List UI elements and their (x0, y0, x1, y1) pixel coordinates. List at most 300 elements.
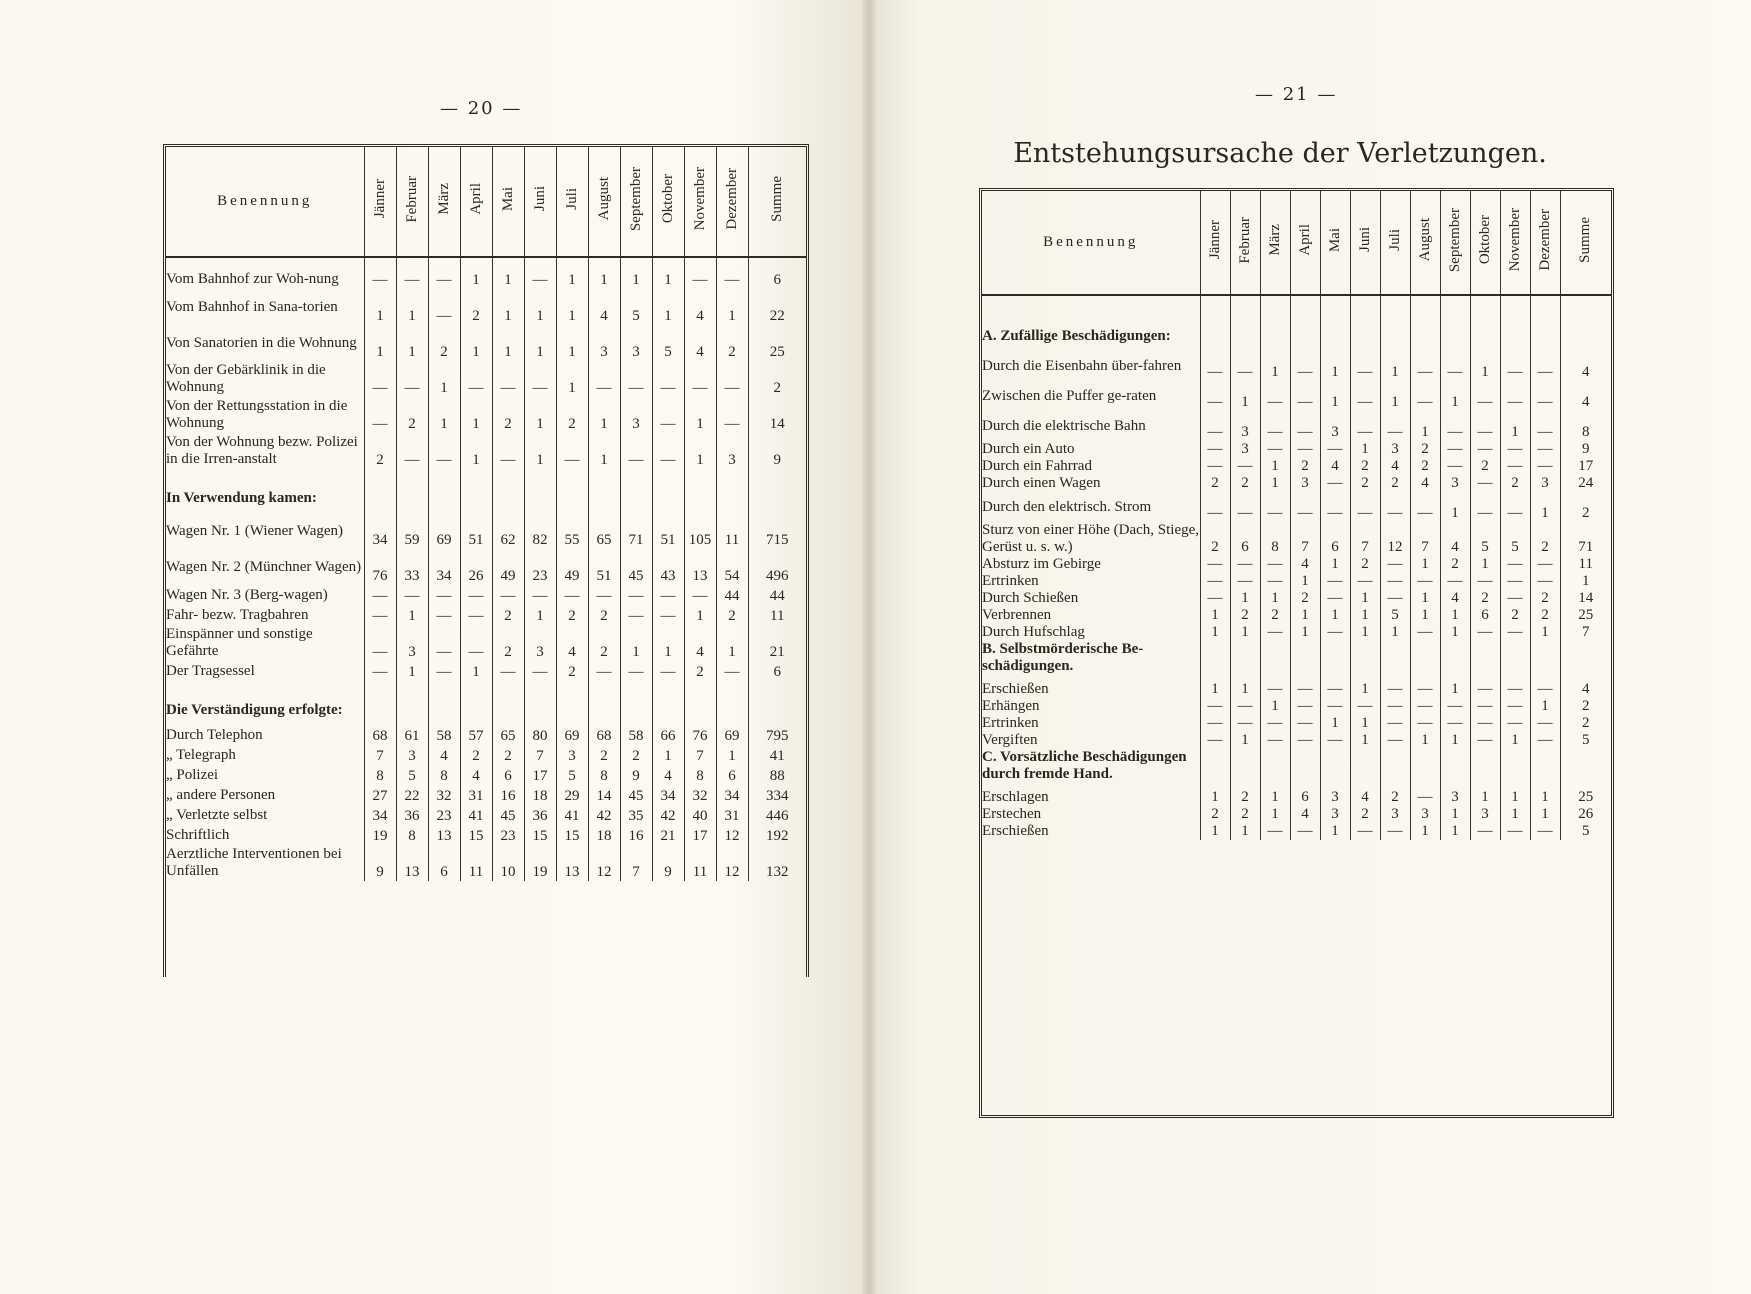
value-cell: — (1470, 624, 1500, 641)
empty-cell (620, 681, 652, 725)
value-cell: 57 (460, 725, 492, 745)
table-row (982, 492, 1611, 522)
value-cell: — (1290, 381, 1320, 411)
value-cell: 5 (396, 765, 428, 785)
value-cell: 1 (1200, 823, 1230, 840)
value-cell: — (1440, 698, 1470, 715)
value-cell: — (1230, 715, 1260, 732)
row-label: Durch Hufschlag (982, 624, 1085, 640)
column-header-november (1500, 191, 1530, 295)
row-label: Durch den elektrisch. Strom (982, 498, 1152, 515)
empty-cell (1320, 749, 1350, 789)
column-header-juni (524, 147, 556, 257)
value-cell: — (716, 269, 748, 289)
value-cell: — (620, 605, 652, 625)
value-cell: — (524, 585, 556, 605)
column-header-label: März (435, 183, 452, 215)
value-cell: 33 (396, 549, 428, 585)
table-row (166, 361, 806, 397)
value-cell: — (1320, 573, 1350, 590)
value-cell: — (364, 269, 396, 289)
value-cell: 21 (652, 825, 684, 845)
value-cell: 1 (1440, 607, 1470, 624)
sum-cell: 9 (1560, 441, 1611, 458)
sum-cell: 446 (748, 805, 806, 825)
table-row (982, 590, 1611, 607)
spacer-row (982, 295, 1611, 311)
value-cell: 2 (556, 661, 588, 681)
column-header-label: März (1266, 224, 1283, 256)
value-cell: 1 (524, 325, 556, 361)
value-cell: — (1410, 492, 1440, 522)
value-cell: 7 (1290, 522, 1320, 556)
value-cell: 45 (620, 549, 652, 585)
empty-cell (1560, 749, 1611, 789)
row-label: „ Polizei (166, 766, 219, 783)
column-header-label: November (1506, 208, 1523, 272)
value-cell: — (1410, 381, 1440, 411)
value-cell: 1 (364, 325, 396, 361)
value-cell: 58 (428, 725, 460, 745)
value-cell: 1 (684, 605, 716, 625)
value-cell: 1 (1440, 492, 1470, 522)
value-cell: — (620, 361, 652, 397)
sum-cell: 14 (748, 397, 806, 433)
value-cell: — (1500, 556, 1530, 573)
value-cell: — (1260, 715, 1290, 732)
value-cell: 3 (620, 325, 652, 361)
value-cell: 105 (684, 513, 716, 549)
value-cell: 1 (1530, 624, 1560, 641)
value-cell: 2 (1470, 458, 1500, 475)
value-cell: — (652, 585, 684, 605)
value-cell: — (428, 605, 460, 625)
book-gutter (862, 0, 876, 1294)
empty-cell (684, 681, 716, 725)
sum-cell: 71 (1560, 522, 1611, 556)
empty-cell (1410, 749, 1440, 789)
value-cell: 29 (556, 785, 588, 805)
value-cell: 17 (684, 825, 716, 845)
value-cell: 1 (1500, 732, 1530, 749)
value-cell: 2 (1380, 475, 1410, 492)
value-cell: 5 (1500, 522, 1530, 556)
table-row (166, 325, 806, 361)
table-row (166, 513, 806, 549)
row-label: Verbrennen (982, 607, 1052, 623)
value-cell: 1 (1500, 806, 1530, 823)
value-cell: 1 (1440, 806, 1470, 823)
value-cell: 22 (396, 785, 428, 805)
value-cell: — (1530, 823, 1560, 840)
value-cell: 8 (396, 825, 428, 845)
value-cell: 65 (588, 513, 620, 549)
value-cell: 1 (1500, 411, 1530, 441)
value-cell: — (1410, 573, 1440, 590)
empty-cell (492, 469, 524, 513)
sum-cell: 11 (748, 605, 806, 625)
value-cell: — (1410, 351, 1440, 381)
row-label: Durch ein Fahrrad (982, 458, 1092, 474)
empty-cell (428, 681, 460, 725)
row-label: Erschlagen (982, 789, 1049, 805)
value-cell: 4 (684, 325, 716, 361)
empty-cell (524, 469, 556, 513)
value-cell: 1 (1200, 624, 1230, 641)
value-cell: 1 (1350, 681, 1380, 698)
value-cell: — (1440, 573, 1470, 590)
value-cell: 2 (556, 605, 588, 625)
empty-cell (1290, 311, 1320, 351)
value-cell: — (1530, 411, 1560, 441)
row-label: Schriftlich (166, 826, 230, 843)
value-cell: — (524, 361, 556, 397)
value-cell: 2 (1350, 806, 1380, 823)
value-cell: 1 (524, 289, 556, 325)
column-header-februar (1230, 191, 1260, 295)
table-row (982, 732, 1611, 749)
value-cell: 1 (364, 289, 396, 325)
value-cell: — (1350, 698, 1380, 715)
table-row (982, 458, 1611, 475)
value-cell: 1 (1320, 607, 1350, 624)
value-cell: 3 (1320, 411, 1350, 441)
value-cell: 36 (524, 805, 556, 825)
empty-cell (1230, 749, 1260, 789)
empty-cell (1410, 311, 1440, 351)
value-cell: 4 (428, 745, 460, 765)
value-cell: 1 (1530, 806, 1560, 823)
empty-cell (620, 469, 652, 513)
column-header-märz (1260, 191, 1290, 295)
empty-cell (1500, 641, 1530, 681)
value-cell: 2 (1410, 458, 1440, 475)
row-label: Zwischen die Puffer ge-raten (982, 387, 1157, 404)
value-cell: 17 (524, 765, 556, 785)
empty-cell (1500, 311, 1530, 351)
value-cell: 1 (1470, 351, 1500, 381)
value-cell: — (1410, 789, 1440, 806)
value-cell: — (1290, 492, 1320, 522)
value-cell: 42 (588, 805, 620, 825)
column-header-label: Benennung (1043, 234, 1139, 250)
value-cell: 23 (492, 825, 524, 845)
value-cell: — (1440, 715, 1470, 732)
row-label: Vom Bahnhof in Sana-torien (166, 298, 338, 315)
value-cell: 41 (460, 805, 492, 825)
value-cell: 3 (524, 625, 556, 661)
value-cell: — (1470, 411, 1500, 441)
row-label: Aerztliche Interventionen bei Unfällen (166, 846, 342, 879)
value-cell: 1 (1260, 789, 1290, 806)
value-cell: — (492, 585, 524, 605)
value-cell: 1 (1230, 732, 1260, 749)
table-row (166, 765, 806, 785)
sum-cell: 11 (1560, 556, 1611, 573)
table-row (166, 825, 806, 845)
value-cell: 1 (428, 361, 460, 397)
value-cell: 2 (1440, 556, 1470, 573)
table-row (166, 725, 806, 745)
value-cell: — (1530, 681, 1560, 698)
value-cell: 1 (1200, 681, 1230, 698)
value-cell: 1 (1350, 732, 1380, 749)
value-cell: 6 (1320, 522, 1350, 556)
value-cell: 1 (1230, 823, 1260, 840)
row-label: Durch einen Wagen (982, 475, 1101, 491)
value-cell: 6 (428, 845, 460, 881)
sum-cell: 7 (1560, 624, 1611, 641)
value-cell: 5 (1380, 607, 1410, 624)
value-cell: — (460, 625, 492, 661)
value-cell: 9 (652, 845, 684, 881)
empty-cell (1200, 311, 1230, 351)
empty-cell (460, 469, 492, 513)
sum-cell: 1 (1560, 573, 1611, 590)
value-cell: 2 (1290, 458, 1320, 475)
value-cell: 9 (364, 845, 396, 881)
empty-cell (684, 469, 716, 513)
value-cell: 1 (1410, 411, 1440, 441)
value-cell: — (1200, 590, 1230, 607)
value-cell: 4 (556, 625, 588, 661)
section-heading-row (166, 681, 806, 725)
value-cell: 1 (1260, 806, 1290, 823)
table-row (982, 806, 1611, 823)
value-cell: 1 (1350, 624, 1380, 641)
value-cell: 6 (1230, 522, 1260, 556)
value-cell: 1 (524, 433, 556, 469)
value-cell: 2 (684, 661, 716, 681)
value-cell: 1 (1230, 681, 1260, 698)
column-header-label: August (1416, 218, 1433, 262)
value-cell: — (1200, 351, 1230, 381)
value-cell: — (1380, 411, 1410, 441)
value-cell: — (460, 605, 492, 625)
row-label: Von Sanatorien in die Wohnung (166, 334, 357, 351)
value-cell: 59 (396, 513, 428, 549)
table-row (982, 351, 1611, 381)
value-cell: 1 (1410, 823, 1440, 840)
empty-cell (1530, 749, 1560, 789)
value-cell: 3 (620, 397, 652, 433)
value-cell: 2 (1500, 475, 1530, 492)
sum-cell: 4 (1560, 381, 1611, 411)
value-cell: 1 (492, 325, 524, 361)
column-header-februar (396, 147, 428, 257)
value-cell: — (684, 585, 716, 605)
value-cell: 51 (588, 549, 620, 585)
value-cell: — (1260, 573, 1290, 590)
value-cell: 10 (492, 845, 524, 881)
empty-cell (1410, 641, 1440, 681)
table-row (982, 522, 1611, 556)
value-cell: — (1530, 556, 1560, 573)
value-cell: 3 (396, 625, 428, 661)
value-cell: — (1530, 351, 1560, 381)
value-cell: — (588, 361, 620, 397)
empty-cell (428, 469, 460, 513)
value-cell: 8 (364, 765, 396, 785)
value-cell: — (524, 269, 556, 289)
section-heading: B. Selbstmörderische Be-schädigungen. (982, 641, 1144, 674)
value-cell: — (1530, 458, 1560, 475)
value-cell: 4 (684, 625, 716, 661)
value-cell: — (1200, 458, 1230, 475)
value-cell: 69 (428, 513, 460, 549)
value-cell: 1 (684, 433, 716, 469)
column-header-label: Jänner (371, 179, 388, 219)
value-cell: — (1260, 624, 1290, 641)
empty-cell (1380, 641, 1410, 681)
value-cell: — (492, 361, 524, 397)
value-cell: — (1320, 590, 1350, 607)
value-cell: — (1230, 458, 1260, 475)
right-table (982, 191, 1611, 840)
column-header-juli (556, 147, 588, 257)
value-cell: 45 (620, 785, 652, 805)
column-header-benennung (166, 147, 364, 257)
value-cell: 2 (1230, 806, 1260, 823)
value-cell: — (524, 661, 556, 681)
value-cell: — (1530, 573, 1560, 590)
value-cell: — (1500, 715, 1530, 732)
table-row (982, 411, 1611, 441)
value-cell: 2 (1500, 607, 1530, 624)
value-cell: — (1260, 492, 1290, 522)
value-cell: — (1260, 732, 1290, 749)
value-cell: — (1260, 681, 1290, 698)
row-label: Durch die Eisenbahn über-fahren (982, 357, 1182, 374)
value-cell: 1 (652, 269, 684, 289)
column-header-label: April (1296, 224, 1313, 256)
sum-cell: 334 (748, 785, 806, 805)
value-cell: — (1200, 573, 1230, 590)
empty-cell (1470, 641, 1500, 681)
sum-cell: 132 (748, 845, 806, 881)
value-cell: 11 (460, 845, 492, 881)
value-cell: 69 (556, 725, 588, 745)
empty-cell (364, 681, 396, 725)
value-cell: 1 (460, 661, 492, 681)
value-cell: — (1290, 351, 1320, 381)
value-cell: 1 (1410, 590, 1440, 607)
sum-cell: 24 (1560, 475, 1611, 492)
value-cell: 3 (1290, 475, 1320, 492)
row-label: Vergiften (982, 732, 1038, 748)
value-cell: — (1320, 441, 1350, 458)
value-cell: — (652, 397, 684, 433)
table-row (166, 745, 806, 765)
value-cell: 2 (1350, 458, 1380, 475)
value-cell: 6 (492, 765, 524, 785)
value-cell: 1 (460, 325, 492, 361)
value-cell: 2 (396, 397, 428, 433)
value-cell: 6 (716, 765, 748, 785)
empty-cell (1350, 311, 1380, 351)
column-header-april (460, 147, 492, 257)
value-cell: 51 (460, 513, 492, 549)
value-cell: 1 (1320, 381, 1350, 411)
table-row (982, 607, 1611, 624)
empty-cell (588, 469, 620, 513)
value-cell: 7 (684, 745, 716, 765)
value-cell: 14 (588, 785, 620, 805)
column-header-label: November (691, 167, 708, 231)
value-cell: — (364, 661, 396, 681)
value-cell: — (1200, 381, 1230, 411)
value-cell: 1 (620, 269, 652, 289)
column-header-märz (428, 147, 460, 257)
value-cell: 3 (556, 745, 588, 765)
value-cell: — (1350, 823, 1380, 840)
value-cell: 18 (524, 785, 556, 805)
table-row (166, 785, 806, 805)
table-row (982, 789, 1611, 806)
row-label: Wagen Nr. 3 (Berg-wagen) (166, 586, 328, 603)
value-cell: 2 (716, 605, 748, 625)
value-cell: 1 (1260, 698, 1290, 715)
value-cell: 4 (460, 765, 492, 785)
value-cell: — (1500, 441, 1530, 458)
value-cell: 1 (556, 289, 588, 325)
value-cell: 1 (460, 397, 492, 433)
sum-cell: 496 (748, 549, 806, 585)
value-cell: — (1260, 556, 1290, 573)
value-cell: — (1350, 411, 1380, 441)
column-header-juli (1380, 191, 1410, 295)
empty-cell (1470, 311, 1500, 351)
value-cell: 61 (396, 725, 428, 745)
value-cell: 12 (716, 845, 748, 881)
value-cell: 2 (1230, 475, 1260, 492)
empty-cell (1260, 641, 1290, 681)
value-cell: — (1260, 381, 1290, 411)
value-cell: — (1230, 573, 1260, 590)
column-header-label: Juli (563, 188, 580, 210)
value-cell: — (1500, 351, 1530, 381)
value-cell: 2 (1380, 789, 1410, 806)
empty-cell (1380, 749, 1410, 789)
value-cell: 23 (428, 805, 460, 825)
sum-cell: 6 (748, 661, 806, 681)
value-cell: — (1230, 556, 1260, 573)
value-cell: — (1410, 698, 1440, 715)
value-cell: 4 (1440, 522, 1470, 556)
section-heading: Die Verständigung erfolgte: (166, 702, 343, 718)
value-cell: 7 (364, 745, 396, 765)
table-row (982, 573, 1611, 590)
sum-cell: 44 (748, 585, 806, 605)
value-cell: 1 (652, 745, 684, 765)
sum-cell: 9 (748, 433, 806, 469)
value-cell: — (1290, 441, 1320, 458)
value-cell: 19 (364, 825, 396, 845)
empty-cell (1440, 641, 1470, 681)
table-row (982, 624, 1611, 641)
value-cell: 45 (492, 805, 524, 825)
value-cell: — (652, 433, 684, 469)
value-cell: 1 (652, 289, 684, 325)
value-cell: 42 (652, 805, 684, 825)
value-cell: — (1530, 441, 1560, 458)
empty-cell (716, 681, 748, 725)
value-cell: — (684, 269, 716, 289)
empty-cell (1500, 749, 1530, 789)
value-cell: — (1410, 624, 1440, 641)
column-header-label: Februar (1236, 216, 1253, 264)
value-cell: — (428, 433, 460, 469)
